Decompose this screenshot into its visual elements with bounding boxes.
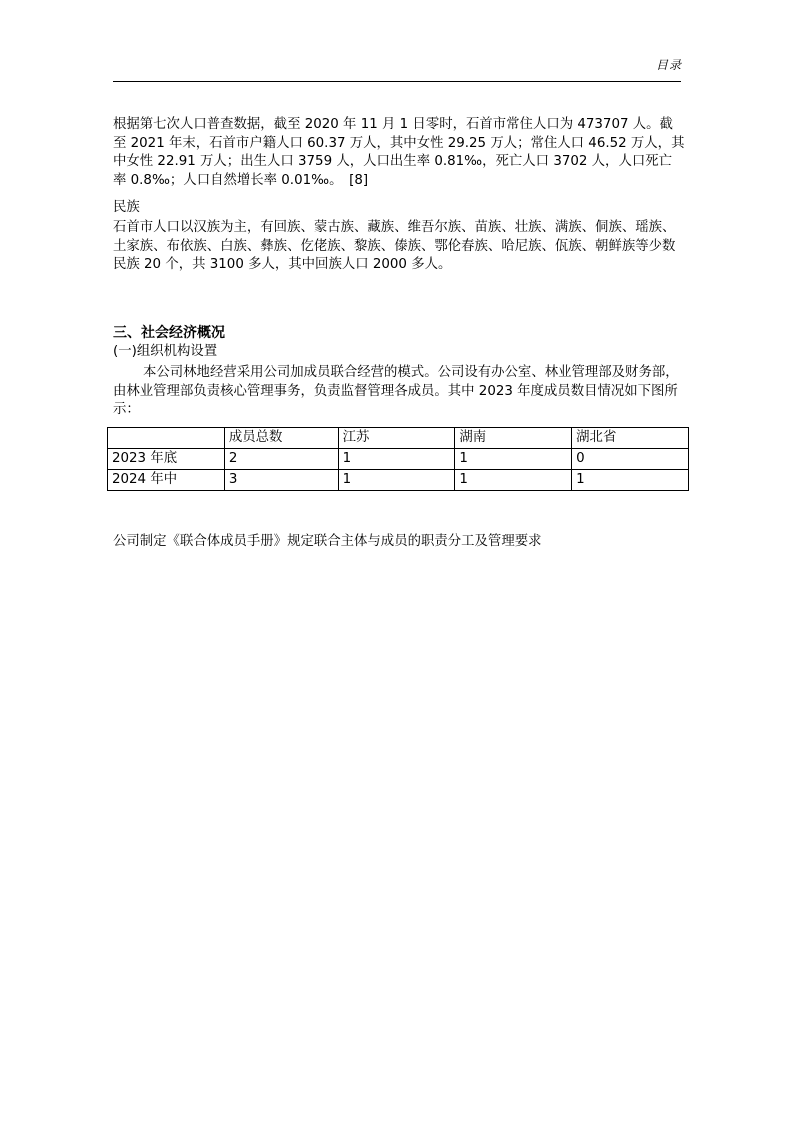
table-header-cell: 成员总数 [224, 428, 338, 449]
ethnic-heading: 民族 [113, 200, 140, 215]
population-paragraph: 根据第七次人口普查数据，截至 2020 年 11 月 1 日零时，石首市常住人口为 473707 人。截至 2021 年末，石首市户籍人口 60.37 万人，其中女性 29.25 万人；常住人口 46.52 万人，其中女性 22.91 万人；出生人口 3759 人，人口出生率 0.81‰，死亡人口 3702 人，人口死亡率 0.8‰；人口自然增长率 0.01‰。 [8] [113, 117, 685, 188]
table-row [108, 449, 689, 470]
member-count-table [107, 427, 689, 491]
organization-paragraph: 本公司林地经营采用公司加成员联合经营的模式。公司设有办公室、林业管理部及财务部，由林业管理部负责核心管理事务，负责监督管理各成员。其中 2023 年度成员数目情况如下图所示： [113, 365, 679, 417]
table-row [108, 470, 689, 491]
header-label: 目录 [655, 58, 682, 72]
subsection-title: (一)组织机构设置 [113, 344, 218, 359]
table-header-cell: 江苏 [338, 428, 455, 449]
header-rule [113, 81, 681, 82]
table-cell: 1 [572, 470, 689, 491]
table-header-row [108, 428, 689, 449]
table-header-cell [108, 428, 225, 449]
table-cell: 1 [455, 449, 572, 470]
table-header-cell: 湖北省 [572, 428, 689, 449]
table-cell: 2 [224, 449, 338, 470]
closing-paragraph: 公司制定《联合体成员手册》规定联合主体与成员的职责分工及管理要求 [113, 534, 542, 549]
table-cell: 1 [338, 470, 455, 491]
table-cell: 2023 年底 [108, 449, 225, 470]
section-title: 三、社会经济概况 [113, 325, 225, 341]
table-cell: 3 [224, 470, 338, 491]
table-cell: 0 [572, 449, 689, 470]
table-cell: 1 [338, 449, 455, 470]
table-header-cell: 湖南 [455, 428, 572, 449]
table-cell: 2024 年中 [108, 470, 225, 491]
table-cell: 1 [455, 470, 572, 491]
ethnic-paragraph: 石首市人口以汉族为主，有回族、蒙古族、藏族、维吾尔族、苗族、壮族、满族、侗族、瑶族、土家族、布依族、白族、彝族、仡佬族、黎族、傣族、鄂伦春族、哈尼族、佤族、朝鲜族等少数民族 20 个，共 3100 多人，其中回族人口 2000 多人。 [113, 220, 676, 272]
